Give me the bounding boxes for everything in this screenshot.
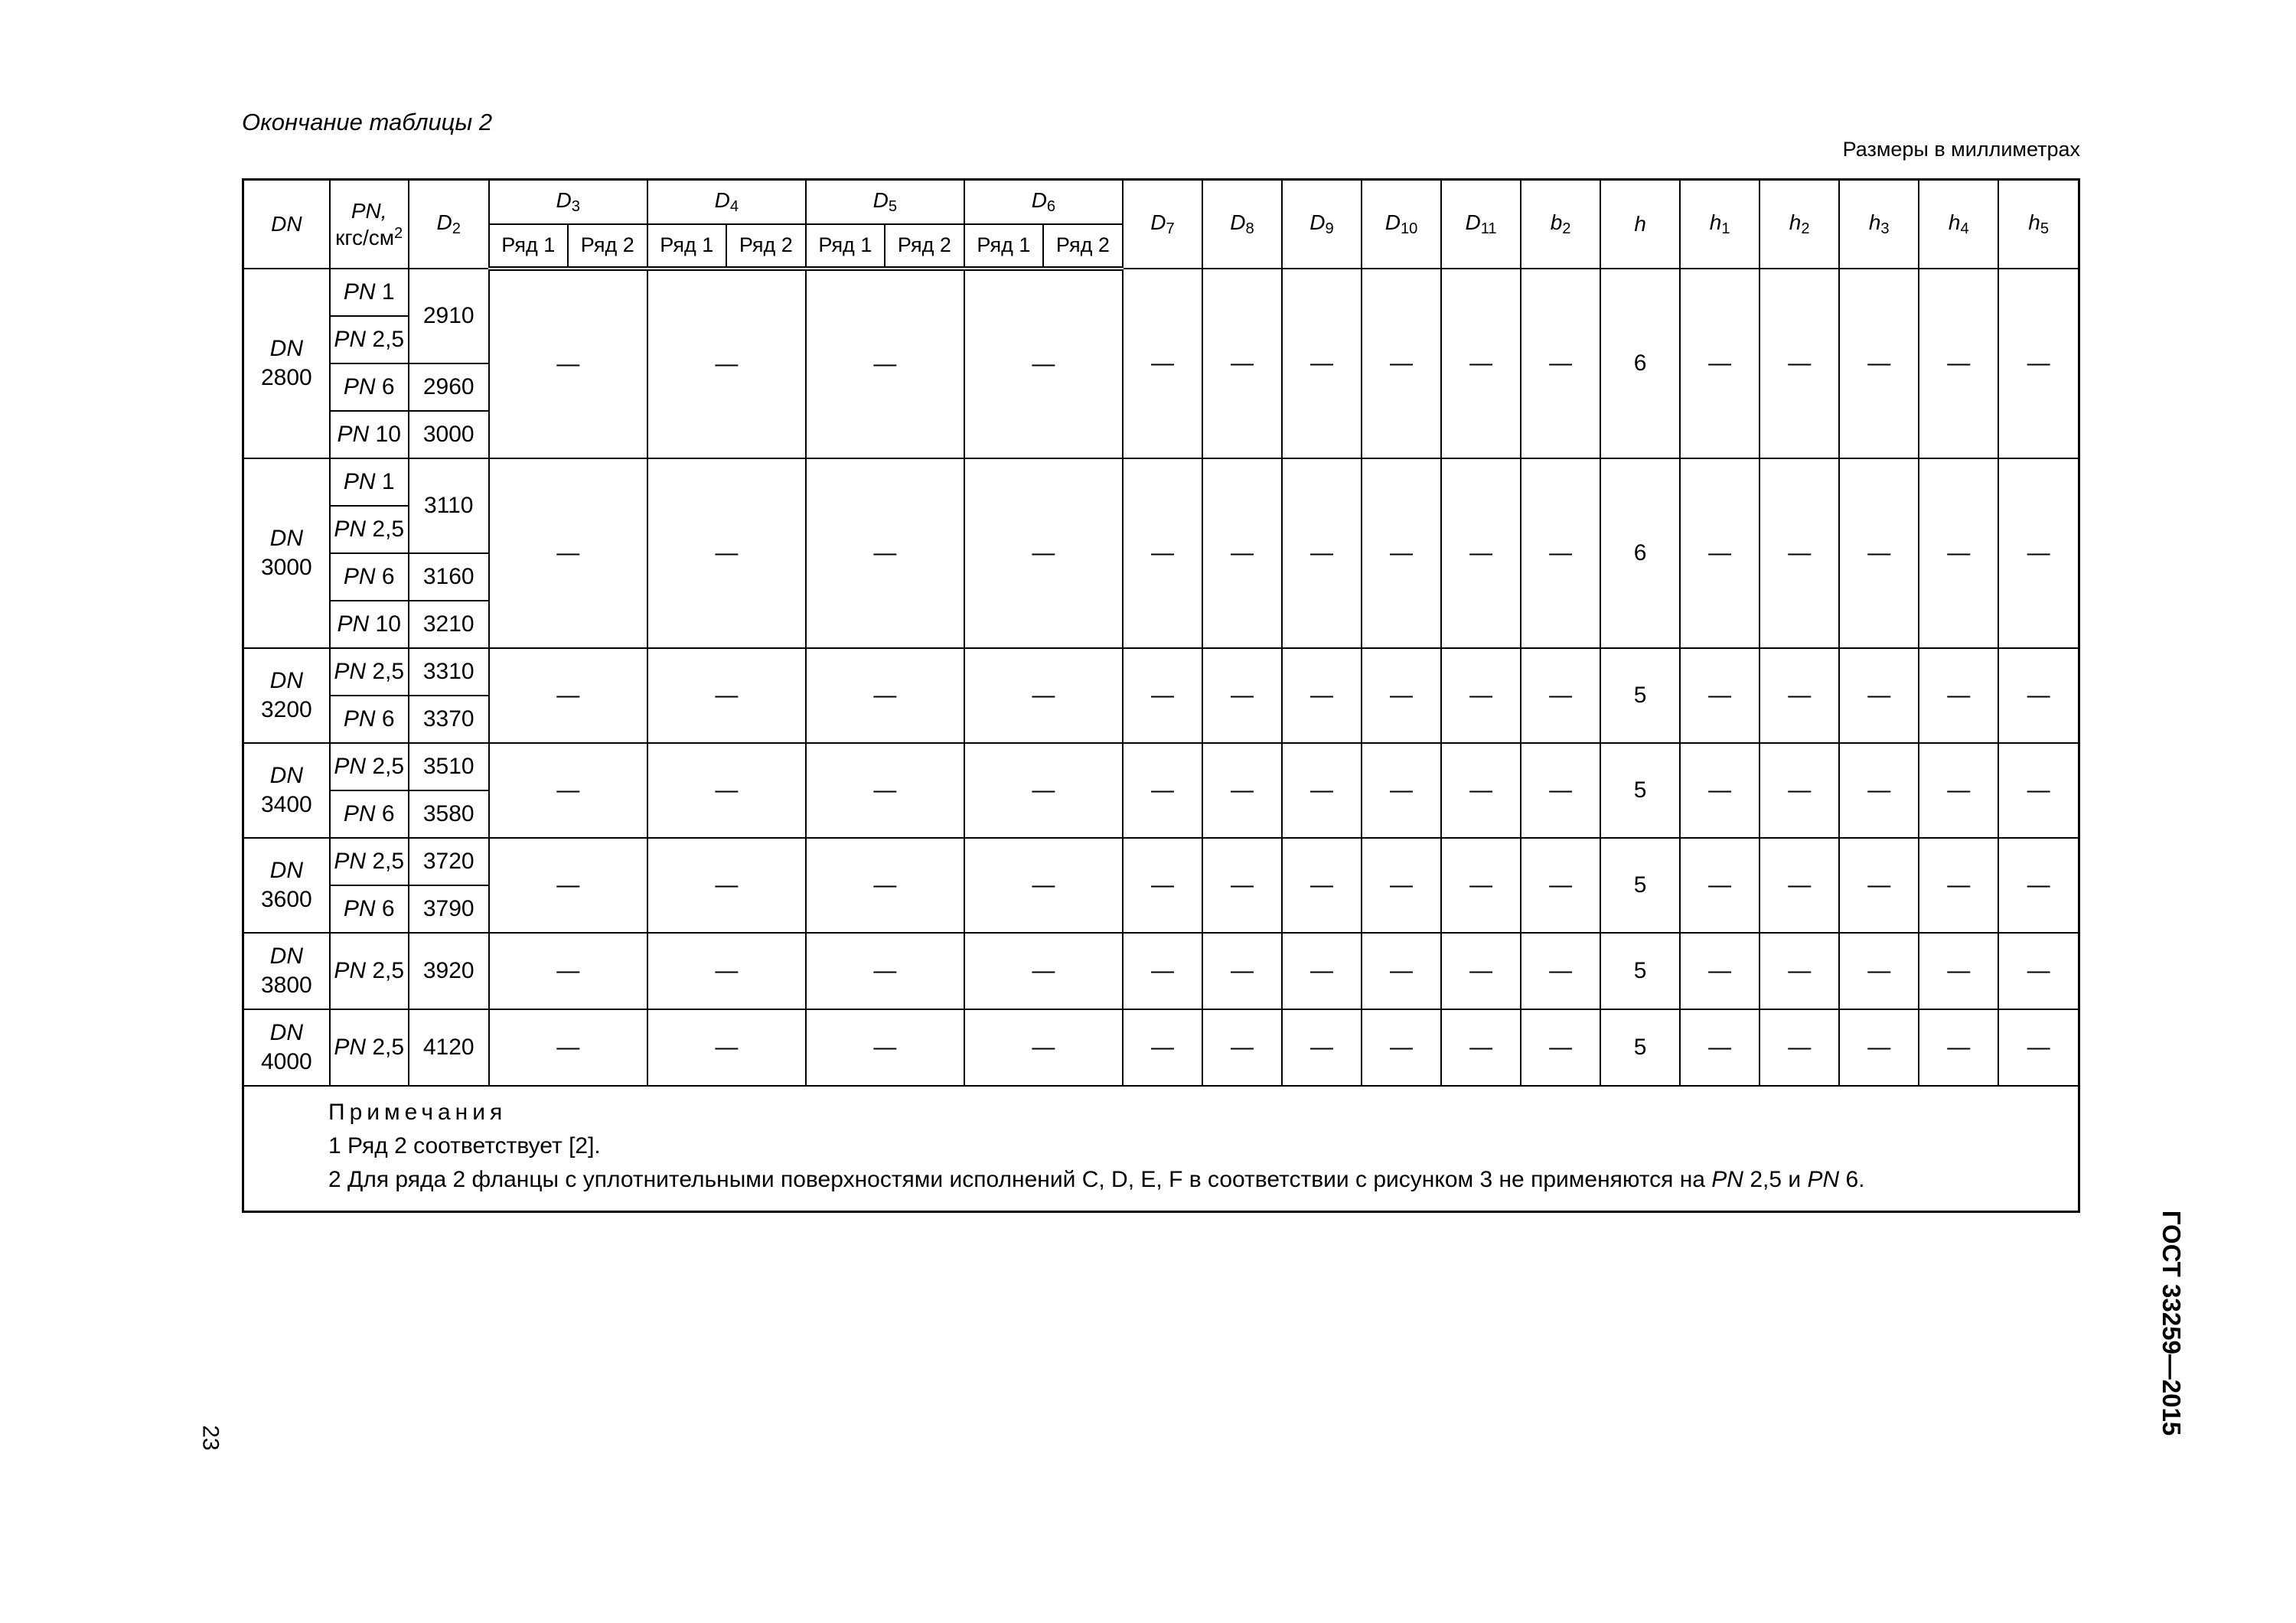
h-cell: 6 — [1600, 269, 1680, 458]
dimensions-table — [242, 178, 2080, 1213]
h5-cell: — — [1998, 1009, 2079, 1086]
d6-cell: — — [964, 838, 1123, 933]
d5-cell: — — [806, 838, 964, 933]
d3-cell: — — [489, 648, 647, 743]
dn-cell: DN 3400 — [243, 743, 330, 838]
h4-cell: — — [1919, 1009, 1998, 1086]
h-cell: 5 — [1600, 838, 1680, 933]
dn-cell: DN 3200 — [243, 648, 330, 743]
d9-cell: — — [1282, 458, 1362, 648]
d6-cell: — — [964, 269, 1123, 458]
d7-cell: — — [1123, 648, 1202, 743]
d2-cell: 3000 — [409, 411, 489, 458]
header-h: h — [1600, 180, 1680, 269]
h5-cell: — — [1998, 269, 2079, 458]
pn-cell: PN 6 — [330, 790, 409, 838]
d5-cell: — — [806, 1009, 964, 1086]
h1-cell: — — [1680, 743, 1760, 838]
d6-cell: — — [964, 933, 1123, 1009]
dn-cell: DN 3600 — [243, 838, 330, 933]
header-h5: $h_5$ — [1998, 180, 2079, 269]
notes-cell — [243, 1086, 2079, 1212]
d7-cell: — — [1123, 458, 1202, 648]
d5-cell: — — [806, 648, 964, 743]
header-row2: Ряд 2 — [1043, 224, 1123, 269]
d11-cell: — — [1441, 743, 1521, 838]
d6-cell: — — [964, 1009, 1123, 1086]
d3-cell: — — [489, 1009, 647, 1086]
d9-cell: — — [1282, 933, 1362, 1009]
header-h3: $h_3$ — [1839, 180, 1919, 269]
d2-cell: 3510 — [409, 743, 489, 790]
h1-cell: — — [1680, 838, 1760, 933]
h2-cell: — — [1760, 1009, 1839, 1086]
h3-cell: — — [1839, 648, 1919, 743]
d7-cell: — — [1123, 933, 1202, 1009]
b2-cell: — — [1521, 1009, 1600, 1086]
d2-cell: 4120 — [409, 1009, 489, 1086]
d8-cell: — — [1202, 458, 1282, 648]
h4-cell: — — [1919, 933, 1998, 1009]
table-row — [243, 1009, 2079, 1086]
d3-cell: — — [489, 458, 647, 648]
b2-cell: — — [1521, 269, 1600, 458]
d9-cell: — — [1282, 1009, 1362, 1086]
table-row — [243, 458, 2079, 506]
d4-cell: — — [647, 648, 806, 743]
h3-cell: — — [1839, 838, 1919, 933]
d8-cell: — — [1202, 1009, 1282, 1086]
d5-cell: — — [806, 743, 964, 838]
page-number: 23 — [197, 1425, 223, 1451]
h3-cell: — — [1839, 933, 1919, 1009]
d4-cell: — — [647, 743, 806, 838]
h-cell: 5 — [1600, 1009, 1680, 1086]
h-cell: 5 — [1600, 743, 1680, 838]
d2-cell: 3720 — [409, 838, 489, 885]
d2-cell: 3160 — [409, 553, 489, 601]
header-h2: $h_2$ — [1760, 180, 1839, 269]
d2-cell: 3210 — [409, 601, 489, 648]
d10-cell: — — [1362, 269, 1441, 458]
header-h1: $h_1$ — [1680, 180, 1760, 269]
pn-cell: PN 2,5 — [330, 506, 409, 553]
header-d4: $D_4$ — [647, 180, 806, 224]
dn-cell: DN 4000 — [243, 1009, 330, 1086]
d2-cell: 3310 — [409, 648, 489, 696]
d4-cell: — — [647, 1009, 806, 1086]
d7-cell: — — [1123, 269, 1202, 458]
h-cell: 5 — [1600, 933, 1680, 1009]
pn-cell: PN 6 — [330, 885, 409, 933]
pn-cell: PN 2,5 — [330, 838, 409, 885]
d2-cell: 3370 — [409, 696, 489, 743]
pn-cell: PN 2,5 — [330, 316, 409, 363]
b2-cell: — — [1521, 838, 1600, 933]
d6-cell: — — [964, 458, 1123, 648]
d3-cell: — — [489, 743, 647, 838]
table-header — [243, 180, 2079, 269]
table-row — [243, 648, 2079, 696]
table-row — [243, 933, 2079, 1009]
dn-cell: DN 3800 — [243, 933, 330, 1009]
d5-cell: — — [806, 458, 964, 648]
h4-cell: — — [1919, 838, 1998, 933]
d2-cell: 3580 — [409, 790, 489, 838]
notes-title: Примечания — [328, 1099, 507, 1125]
header-d11: $D_{11}$ — [1441, 180, 1521, 269]
d8-cell: — — [1202, 933, 1282, 1009]
header-d10: $D_{10}$ — [1362, 180, 1441, 269]
h5-cell: — — [1998, 933, 2079, 1009]
d11-cell: — — [1441, 648, 1521, 743]
d11-cell: — — [1441, 933, 1521, 1009]
d4-cell: — — [647, 933, 806, 1009]
d8-cell: — — [1202, 743, 1282, 838]
h1-cell: — — [1680, 1009, 1760, 1086]
pn-cell: PN 6 — [330, 363, 409, 411]
h5-cell: — — [1998, 458, 2079, 648]
d9-cell: — — [1282, 269, 1362, 458]
d3-cell: — — [489, 838, 647, 933]
h-cell: 6 — [1600, 458, 1680, 648]
h2-cell: — — [1760, 743, 1839, 838]
header-d5: $D_5$ — [806, 180, 964, 224]
d11-cell: — — [1441, 269, 1521, 458]
d4-cell: — — [647, 838, 806, 933]
header-h4: $h_4$ — [1919, 180, 1998, 269]
header-d6: $D_6$ — [964, 180, 1123, 224]
h-cell: 5 — [1600, 648, 1680, 743]
d10-cell: — — [1362, 458, 1441, 648]
h3-cell: — — [1839, 743, 1919, 838]
d10-cell: — — [1362, 838, 1441, 933]
h5-cell: — — [1998, 838, 2079, 933]
pn-cell: PN 10 — [330, 601, 409, 648]
h5-cell: — — [1998, 648, 2079, 743]
header-row1: Ряд 1 — [647, 224, 726, 269]
table-row — [243, 743, 2079, 790]
d11-cell: — — [1441, 1009, 1521, 1086]
pn-cell: PN 2,5 — [330, 648, 409, 696]
b2-cell: — — [1521, 743, 1600, 838]
header-row1: Ряд 1 — [489, 224, 568, 269]
table-row — [243, 838, 2079, 885]
d10-cell: — — [1362, 648, 1441, 743]
d6-cell: — — [964, 743, 1123, 838]
header-dn: DN — [243, 180, 330, 269]
header-d8: $D_8$ — [1202, 180, 1282, 269]
d10-cell: — — [1362, 933, 1441, 1009]
d8-cell: — — [1202, 838, 1282, 933]
standard-designation: ГОСТ 33259—2015 — [2157, 1210, 2187, 1436]
d6-cell: — — [964, 648, 1123, 743]
d7-cell: — — [1123, 1009, 1202, 1086]
header-row2: Ряд 2 — [726, 224, 806, 269]
d3-cell: — — [489, 933, 647, 1009]
header-d2: $D_2$ — [409, 180, 489, 269]
d2-cell: 3790 — [409, 885, 489, 933]
header-d3: $D_3$ — [489, 180, 647, 224]
d2-cell: 2910 — [409, 269, 489, 363]
d8-cell: — — [1202, 648, 1282, 743]
pn-cell: PN 2,5 — [330, 743, 409, 790]
h1-cell: — — [1680, 458, 1760, 648]
header-b2: $b_2$ — [1521, 180, 1600, 269]
d2-cell: 3920 — [409, 933, 489, 1009]
h4-cell: — — [1919, 743, 1998, 838]
d9-cell: — — [1282, 838, 1362, 933]
d11-cell: — — [1441, 458, 1521, 648]
h4-cell: — — [1919, 269, 1998, 458]
h3-cell: — — [1839, 1009, 1919, 1086]
header-d9: $D_9$ — [1282, 180, 1362, 269]
h1-cell: — — [1680, 933, 1760, 1009]
units-note: Размеры в миллиметрах — [1842, 138, 2080, 161]
pn-cell: PN 2,5 — [330, 933, 409, 1009]
b2-cell: — — [1521, 458, 1600, 648]
note-1: 1 Ряд 2 соответствует [2]. — [328, 1133, 601, 1159]
d2-cell: 2960 — [409, 363, 489, 411]
h2-cell: — — [1760, 269, 1839, 458]
pn-cell: PN 1 — [330, 269, 409, 316]
d4-cell: — — [647, 269, 806, 458]
pn-cell: PN 1 — [330, 458, 409, 506]
dimensions-table-wrapper — [242, 178, 2080, 1213]
h2-cell: — — [1760, 838, 1839, 933]
pn-cell: PN 6 — [330, 553, 409, 601]
d7-cell: — — [1123, 838, 1202, 933]
pn-cell: PN 6 — [330, 696, 409, 743]
d4-cell: — — [647, 458, 806, 648]
d8-cell: — — [1202, 269, 1282, 458]
note-2: 2 Для ряда 2 фланцы с уплотнительными поверхностями исполнений C, D, E, F в соответствии с рисунком 3 не применяются на PN 2,5 и PN 6. — [328, 1166, 1865, 1192]
h4-cell: — — [1919, 458, 1998, 648]
h3-cell: — — [1839, 269, 1919, 458]
d10-cell: — — [1362, 743, 1441, 838]
dn-cell: DN 3000 — [243, 458, 330, 648]
table-body — [243, 269, 2079, 1212]
h1-cell: — — [1680, 648, 1760, 743]
h2-cell: — — [1760, 458, 1839, 648]
pn-cell: PN 2,5 — [330, 1009, 409, 1086]
header-row1: Ряд 1 — [964, 224, 1043, 269]
h2-cell: — — [1760, 933, 1839, 1009]
header-row1: Ряд 1 — [806, 224, 885, 269]
header-row2: Ряд 2 — [568, 224, 647, 269]
b2-cell: — — [1521, 648, 1600, 743]
notes-row — [243, 1086, 2079, 1212]
table-caption: Окончание таблицы 2 — [242, 109, 493, 135]
d5-cell: — — [806, 269, 964, 458]
h1-cell: — — [1680, 269, 1760, 458]
d11-cell: — — [1441, 838, 1521, 933]
b2-cell: — — [1521, 933, 1600, 1009]
dn-cell: DN 2800 — [243, 269, 330, 458]
header-d7: $D_7$ — [1123, 180, 1202, 269]
table-row — [243, 269, 2079, 316]
d5-cell: — — [806, 933, 964, 1009]
d3-cell: — — [489, 269, 647, 458]
header-row2: Ряд 2 — [885, 224, 964, 269]
d10-cell: — — [1362, 1009, 1441, 1086]
h3-cell: — — [1839, 458, 1919, 648]
d9-cell: — — [1282, 648, 1362, 743]
pn-cell: PN 10 — [330, 411, 409, 458]
d9-cell: — — [1282, 743, 1362, 838]
h2-cell: — — [1760, 648, 1839, 743]
d2-cell: 3110 — [409, 458, 489, 553]
d7-cell: — — [1123, 743, 1202, 838]
h4-cell: — — [1919, 648, 1998, 743]
h5-cell: — — [1998, 743, 2079, 838]
header-pn: PN, кгс/$см^2$ — [330, 180, 409, 269]
